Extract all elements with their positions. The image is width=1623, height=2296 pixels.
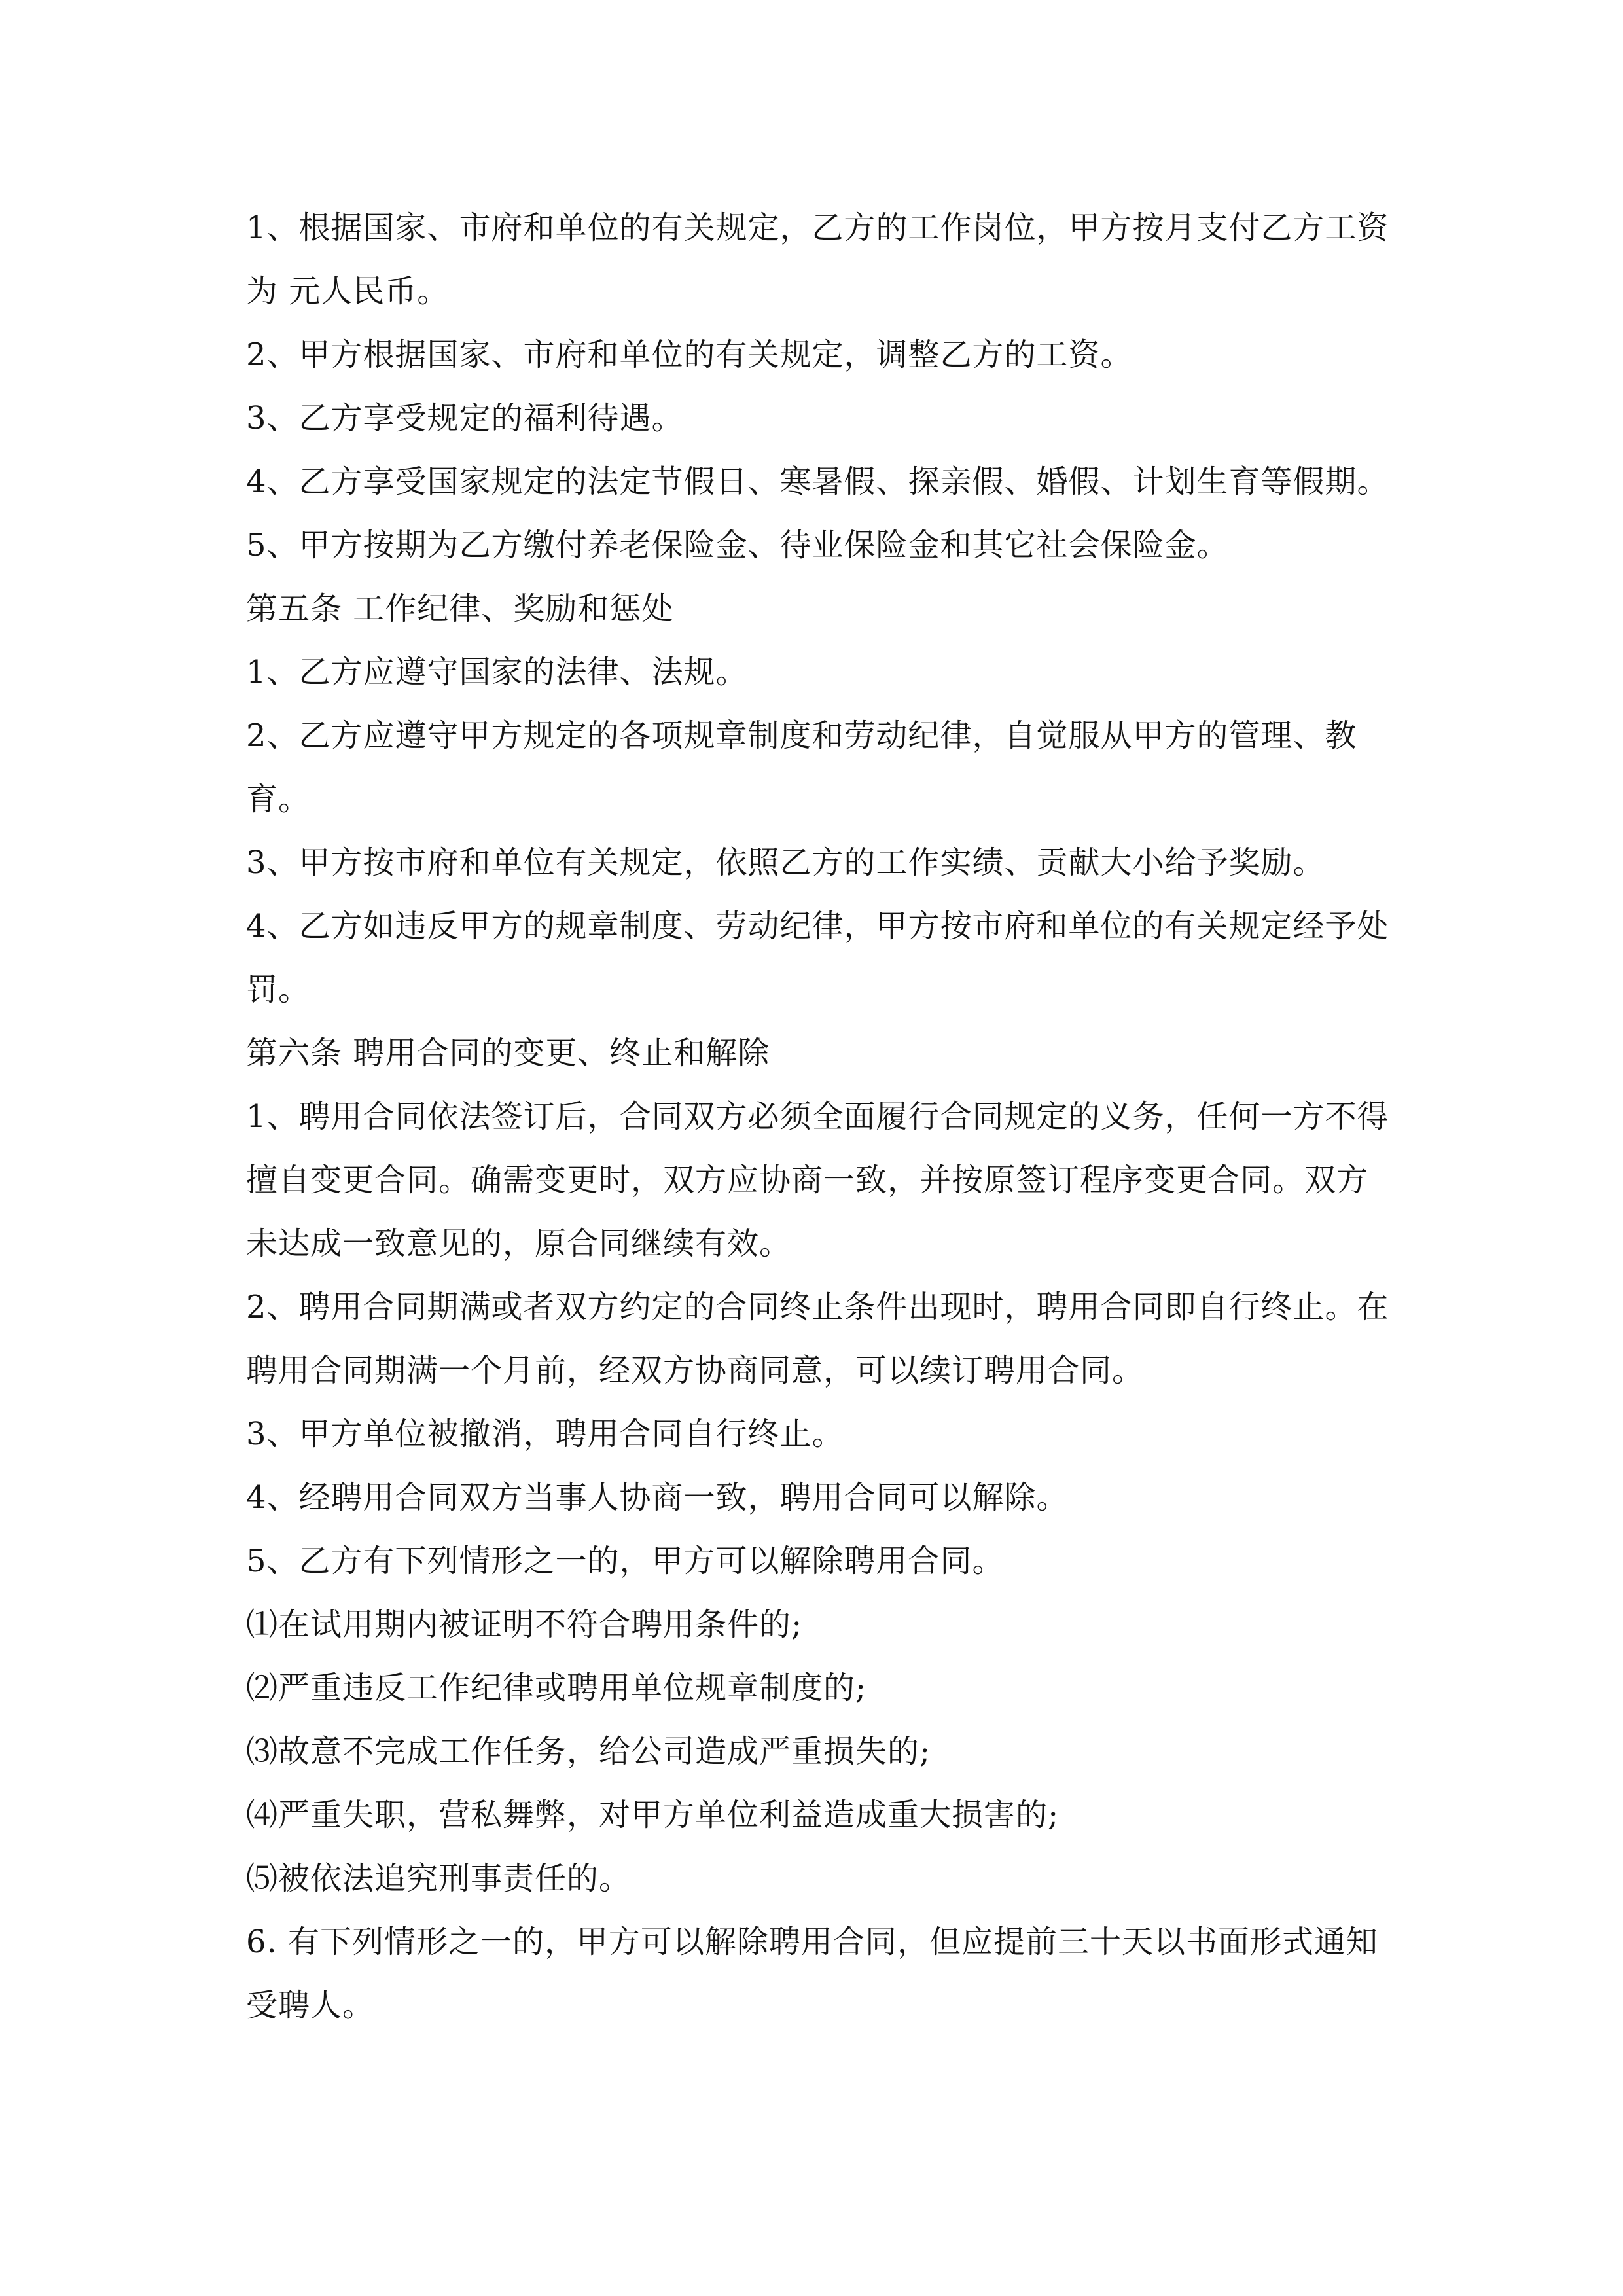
paragraph: 4、乙方享受国家规定的法定节假日、寒暑假、探亲假、婚假、计划生育等假期。	[246, 463, 1389, 500]
list-item: ⑶故意不完成工作任务，给公司造成严重损失的;	[246, 1733, 931, 1770]
paragraph: 1、聘用合同依法签订后，合同双方必须全面履行合同规定的义务，任何一方不得擅自变更合同。确需变更时，双方应协商一致，并按原签订程序变更合同。双方未达成一致意见的，原合同继续有效。	[246, 1098, 1389, 1262]
section-heading: 第六条 聘用合同的变更、终止和解除	[246, 1035, 770, 1071]
paragraph: 3、甲方单位被撤消，聘用合同自行终止。	[246, 1416, 844, 1452]
paragraph: 2、甲方根据国家、市府和单位的有关规定，调整乙方的工资。	[246, 336, 1133, 373]
list-item: ⑵严重违反工作纪律或聘用单位规章制度的;	[246, 1670, 867, 1706]
paragraph: 4、经聘用合同双方当事人协商一致，聘用合同可以解除。	[246, 1479, 1069, 1516]
paragraph: 5、乙方有下列情形之一的，甲方可以解除聘用合同。	[246, 1543, 1005, 1579]
document-body	[246, 196, 1398, 2037]
paragraph: 3、乙方享受规定的福利待遇。	[246, 400, 684, 437]
paragraph: 1、乙方应遵守国家的法律、法规。	[246, 654, 748, 691]
paragraph: 1、根据国家、市府和单位的有关规定，乙方的工作岗位，甲方按月支付乙方工资为 元人民币。	[246, 209, 1389, 310]
section-heading: 第五条 工作纪律、奖励和惩处	[246, 590, 674, 627]
list-item: ⑴在试用期内被证明不符合聘用条件的;	[246, 1606, 803, 1643]
list-item: ⑸被依法追究刑事责任的。	[246, 1860, 632, 1897]
list-item: ⑷严重失职，营私舞弊，对甲方单位利益造成重大损害的;	[246, 1797, 1060, 1833]
paragraph: 2、乙方应遵守甲方规定的各项规章制度和劳动纪律，自觉服从甲方的管理、教育。	[246, 717, 1357, 817]
paragraph: 3、甲方按市府和单位有关规定，依照乙方的工作实绩、贡献大小给予奖励。	[246, 844, 1325, 881]
paragraph: 5、甲方按期为乙方缴付养老保险金、待业保险金和其它社会保险金。	[246, 527, 1229, 564]
paragraph: 2、聘用合同期满或者双方约定的合同终止条件出现时，聘用合同即自行终止。在聘用合同期满一个月前，经双方协商同意，可以续订聘用合同。	[246, 1289, 1389, 1389]
paragraph: 6. 有下列情形之一的，甲方可以解除聘用合同，但应提前三十天以书面形式通知受聘人。	[246, 1924, 1379, 2024]
paragraph: 4、乙方如违反甲方的规章制度、劳动纪律，甲方按市府和单位的有关规定经予处罚。	[246, 908, 1389, 1008]
